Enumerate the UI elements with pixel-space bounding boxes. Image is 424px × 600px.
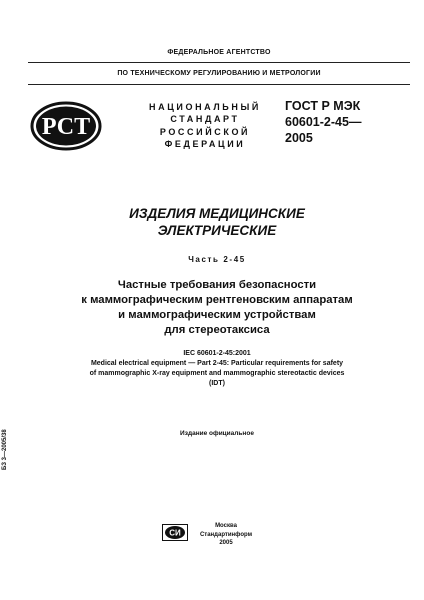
header-divider-top [28, 62, 410, 63]
standard-code-line: ГОСТ Р МЭК [285, 99, 361, 113]
standard-label-line: ФЕДЕРАЦИИ [164, 138, 246, 149]
publisher-logo-text: СИ [169, 528, 181, 538]
subtitle-line: для стереотаксиса [164, 324, 270, 336]
publisher-info [196, 522, 256, 548]
header-divider-bottom [28, 84, 410, 85]
publication-year: 2005 [219, 540, 233, 547]
standard-code-line: 2005 [285, 131, 313, 145]
iec-title-line: Medical electrical equipment — Part 2-45: Particular requirements for safety [90, 360, 344, 367]
document-subtitle [30, 278, 404, 338]
title-line: ЭЛЕКТРИЧЕСКИЕ [157, 223, 277, 238]
part-number: Часть 2-45 [188, 255, 246, 264]
document-title [40, 205, 394, 239]
logo-text: РСТ [41, 114, 91, 140]
agency-subtitle: ПО ТЕХНИЧЕСКОМУ РЕГУЛИРОВАНИЮ И МЕТРОЛОГИИ [117, 70, 321, 77]
national-standard-label [140, 101, 270, 150]
publisher-name: Стандартинформ [199, 531, 253, 538]
iec-reference [30, 349, 404, 389]
standard-code [285, 98, 361, 146]
gost-r-logo-icon [30, 101, 102, 151]
catalog-code: БЗ 3—2005/38 [2, 429, 8, 470]
standard-label-line: СТАНДАРТ [170, 114, 240, 125]
agency-name: ФЕДЕРАЛЬНОЕ АГЕНТСТВО [167, 49, 271, 56]
subtitle-line: Частные требования безопасности [117, 279, 317, 291]
subtitle-line: к маммографическим рентгеновским аппаратам [81, 294, 353, 306]
standard-label-line: НАЦИОНАЛЬНЫЙ [149, 102, 261, 112]
title-line: ИЗДЕЛИЯ МЕДИЦИНСКИЕ [129, 206, 305, 221]
iec-identity: (IDT) [209, 380, 225, 387]
iec-code: IEC 60601-2-45:2001 [183, 350, 251, 357]
standard-label-line: РОССИЙСКОЙ [159, 126, 251, 137]
iec-title-line: of mammographic X-ray equipment and mammographic stereotactic devices [89, 370, 345, 377]
publisher-city: Москва [215, 523, 237, 529]
publisher-logo-icon [162, 524, 188, 541]
subtitle-line: и маммографическим устройствам [118, 309, 316, 321]
standard-code-line: 60601-2-45— [285, 115, 362, 129]
edition-label: Издание официальное [180, 430, 254, 437]
